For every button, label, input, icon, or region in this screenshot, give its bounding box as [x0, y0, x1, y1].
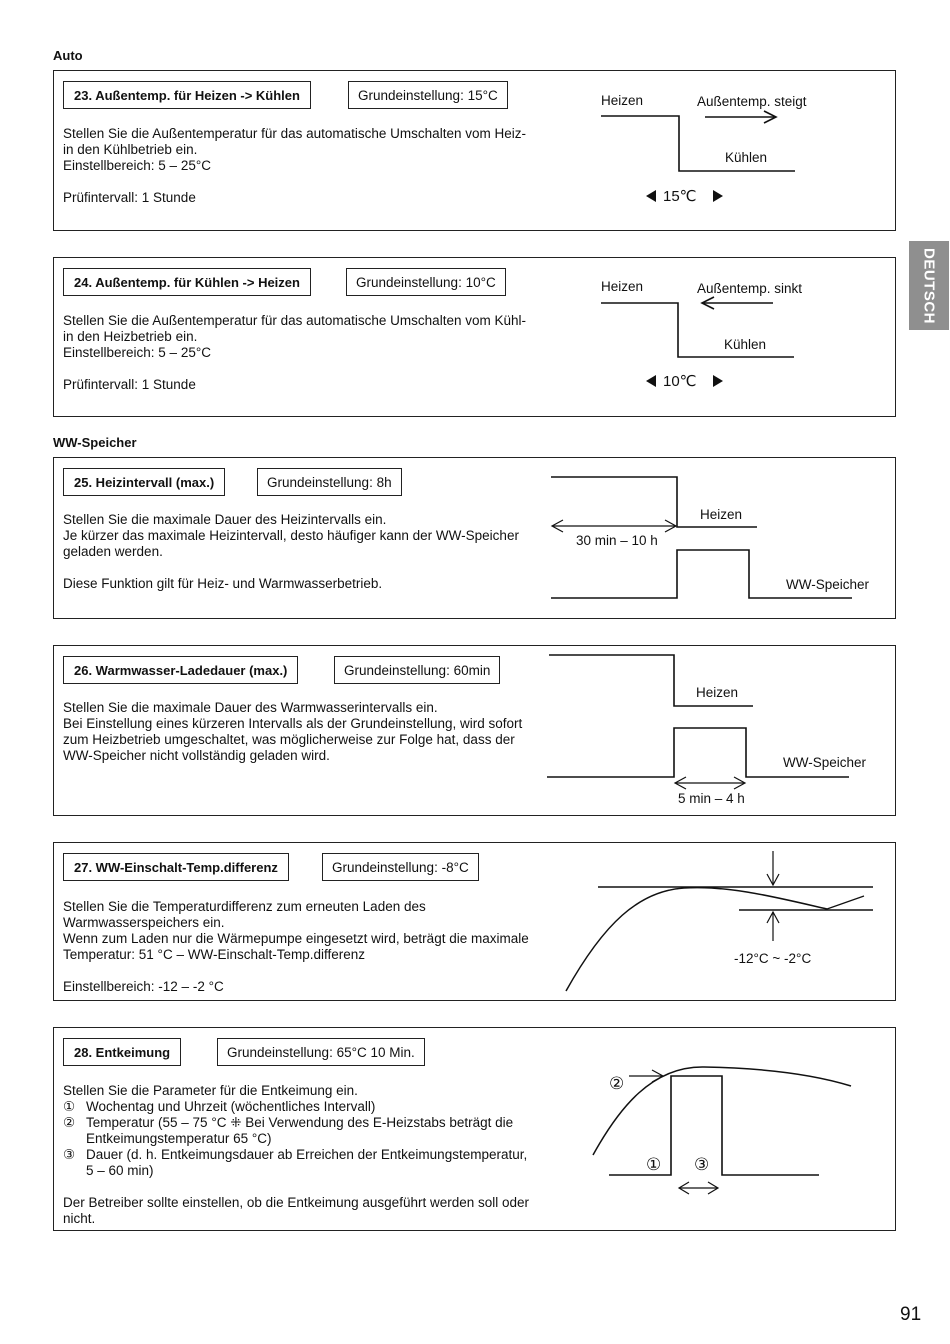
panel-title: 26. Warmwasser-Ladedauer (max.) — [63, 656, 298, 684]
language-tab — [909, 241, 949, 330]
diagram-label-kuehlen: Kühlen — [724, 337, 767, 352]
default-setting: Grundeinstellung: 60min — [334, 656, 500, 684]
description-line: geladen werden. — [63, 544, 163, 559]
panel-title: 28. Entkeimung — [63, 1038, 181, 1066]
description-line: Stellen Sie die maximale Dauer des Warmwasserintervalls ein. — [63, 700, 438, 715]
diagram-label-kuehlen: Kühlen — [725, 150, 768, 165]
description-line: Einstellbereich: 5 – 25°C — [63, 345, 211, 360]
list-item — [63, 1115, 543, 1147]
panel-title: 25. Heizintervall (max.) — [63, 468, 225, 496]
default-setting: Grundeinstellung: 10°C — [346, 268, 506, 296]
panel-title: 23. Außentemp. für Heizen -> Kühlen — [63, 81, 311, 109]
marker-3: ③ — [694, 1155, 710, 1174]
description-line: WW-Speicher nicht vollständig geladen wird. — [63, 748, 330, 763]
default-setting: Grundeinstellung: -8°C — [322, 853, 479, 881]
panel-25 — [53, 457, 896, 619]
diagram-label-heizen: Heizen — [601, 93, 644, 108]
function-note: Diese Funktion gilt für Heiz- und Warmwasserbetrieb. — [63, 576, 383, 591]
marker-2: ② — [609, 1074, 625, 1093]
diagram-label-speicher: WW-Speicher — [786, 577, 870, 592]
description-line: in den Kühlbetrieb ein. — [63, 142, 198, 157]
section-heading-ww-speicher: WW-Speicher — [53, 435, 137, 450]
default-setting: Grundeinstellung: 15°C — [348, 81, 508, 109]
diagram-label-trend: Außentemp. steigt — [697, 94, 807, 109]
description-line: Je kürzer das maximale Heizintervall, desto häufiger kann der WW-Speicher — [63, 528, 519, 543]
default-setting: Grundeinstellung: 65°C 10 Min. — [217, 1038, 425, 1066]
list-item — [63, 1099, 543, 1115]
description-line: Einstellbereich: 5 – 25°C — [63, 158, 211, 173]
description — [63, 512, 543, 592]
list-item-text: 5 – 60 min) — [86, 1163, 154, 1178]
diagram-range-label: -12°C ~ -2°C — [734, 951, 812, 966]
check-interval: Prüfintervall: 1 Stunde — [63, 190, 196, 205]
panel-23 — [53, 70, 896, 231]
section-heading-auto: Auto — [53, 48, 83, 63]
panel-28 — [53, 1027, 896, 1231]
marker-1: ① — [646, 1155, 662, 1174]
panel-title: 24. Außentemp. für Kühlen -> Heizen — [63, 268, 311, 296]
default-setting: Grundeinstellung: 8h — [257, 468, 402, 496]
description — [63, 700, 543, 764]
disinfection-diagram — [584, 1028, 884, 1228]
triangle-left-icon — [646, 190, 656, 202]
panel-27 — [53, 842, 896, 1001]
description-line: Stellen Sie die Parameter für die Entkeimung ein. — [63, 1083, 358, 1098]
switch-diagram — [594, 258, 844, 408]
temperature-rise-line — [827, 896, 864, 909]
diagram-range-label: 5 min – 4 h — [678, 791, 745, 806]
diagram-label-heizen: Heizen — [696, 685, 739, 700]
diagram-value: 10℃ — [663, 373, 697, 390]
diagram-range-label: 30 min – 10 h — [576, 533, 658, 548]
charge-duration-diagram — [544, 646, 874, 816]
closing-line: Der Betreiber sollte einstellen, ob die Entkeimung ausgeführt werden soll oder — [63, 1195, 530, 1210]
diagram-label-heizen: Heizen — [700, 507, 743, 522]
description-line: Warmwasserspeichers ein. — [63, 915, 225, 930]
temperature-curve — [566, 888, 827, 991]
language-tab-label: DEUTSCH — [920, 247, 938, 324]
setting-range: Einstellbereich: -12 – -2 °C — [63, 979, 224, 994]
list-item-text: Entkeimungstemperatur 65 °C) — [86, 1131, 272, 1146]
triangle-right-icon — [713, 375, 723, 387]
description-line: zum Heizbetrieb umgeschaltet, was möglicherweise zur Folge hat, dass der — [63, 732, 515, 747]
description-line: in den Heizbetrieb ein. — [63, 329, 198, 344]
description-line: Temperatur: 51 °C – WW-Einschalt-Temp.differenz — [63, 947, 366, 962]
description-line: Stellen Sie die Außentemperatur für das automatische Umschalten vom Kühl- — [63, 313, 526, 328]
circled-number: ① — [63, 1099, 76, 1114]
panel-title: 27. WW-Einschalt-Temp.differenz — [63, 853, 289, 881]
switch-diagram — [594, 71, 844, 221]
list-item — [63, 1147, 543, 1179]
description-line: Wenn zum Laden nur die Wärmepumpe eingesetzt wird, beträgt die maximale — [63, 931, 529, 946]
triangle-left-icon — [646, 375, 656, 387]
description — [63, 899, 543, 995]
temp-difference-diagram — [559, 843, 889, 998]
diagram-label-speicher: WW-Speicher — [783, 755, 867, 770]
panel-26 — [53, 645, 896, 816]
closing-line: nicht. — [63, 1211, 96, 1226]
description — [63, 313, 543, 393]
check-interval: Prüfintervall: 1 Stunde — [63, 377, 196, 392]
description-line: Bei Einstellung eines kürzeren Intervalls als der Grundeinstellung, wird sofort — [63, 716, 523, 731]
list-item-text: Wochentag und Uhrzeit (wöchentliches Intervall) — [86, 1099, 376, 1114]
diagram-label-trend: Außentemp. sinkt — [697, 281, 803, 296]
description — [63, 126, 543, 206]
diagram-label-heizen: Heizen — [601, 279, 644, 294]
heating-interval-diagram — [544, 458, 874, 618]
circled-number: ② — [63, 1115, 76, 1130]
page-number: 91 — [900, 1304, 922, 1325]
diagram-value: 15℃ — [663, 188, 697, 205]
triangle-right-icon — [713, 190, 723, 202]
description-line: Stellen Sie die Außentemperatur für das automatische Umschalten vom Heiz- — [63, 126, 526, 141]
panel-24 — [53, 257, 896, 417]
description — [63, 1083, 543, 1227]
list-item-text: Temperatur (55 – 75 °C ⁜ Bei Verwendung des E-Heizstabs beträgt die — [86, 1115, 514, 1130]
description-line: Stellen Sie die maximale Dauer des Heizintervalls ein. — [63, 512, 387, 527]
list-item-text: Dauer (d. h. Entkeimungsdauer ab Erreichen der Entkeimungstemperatur, — [86, 1147, 528, 1162]
circled-number: ③ — [63, 1147, 76, 1162]
description-line: Stellen Sie die Temperaturdifferenz zum erneuten Laden des — [63, 899, 426, 914]
